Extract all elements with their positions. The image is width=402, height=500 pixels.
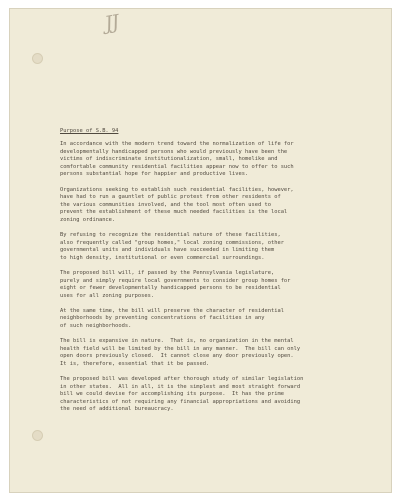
paragraph xyxy=(60,338,380,368)
text-line: uses for all zoning purposes. xyxy=(60,292,155,299)
text-line: prevent the establishment of these much needed facilities is the local xyxy=(60,209,288,216)
text-line: governmental units and individuals have succeeded in limiting them xyxy=(60,247,275,254)
text-line: victims of indiscriminate institutionalization, small, homelike and xyxy=(60,156,278,163)
text-line: purely and simply require local governments to consider group homes for xyxy=(60,277,291,284)
text-line: At the same time, the bill will preserve the character of residential xyxy=(60,307,284,314)
document-heading: Purpose of S.B. 94 xyxy=(60,128,119,134)
text-line: comfortable community residential facilities appear now to offer to such xyxy=(60,163,294,170)
text-line: open doors previously closed. It cannot close any door previously open. xyxy=(60,353,294,360)
paragraph xyxy=(60,270,380,300)
text-line: eight or fewer developmentally handicapped persons to be residential xyxy=(60,285,281,292)
text-line: developmentally handicapped persons who would previously have been the xyxy=(60,148,288,155)
text-line: By refusing to recognize the residential nature of these facilities, xyxy=(60,232,281,239)
document-body xyxy=(60,128,380,421)
text-line: In accordance with the modern trend toward the normalization of life for xyxy=(60,141,294,148)
text-line: of such neighborhoods. xyxy=(60,322,132,329)
text-line: the various communities involved, and the tool most often used to xyxy=(60,201,271,208)
text-line: Organizations seeking to establish such residential facilities, however, xyxy=(60,186,294,193)
text-line: persons substantial hope for happier and productive lives. xyxy=(60,171,249,178)
handwritten-mark: JJ xyxy=(103,11,121,35)
paragraph xyxy=(60,376,380,414)
text-line: characteristics of not requiring any financial appropriations and avoiding xyxy=(60,398,301,405)
paragraph xyxy=(60,141,380,179)
text-line: to high density, institutional or even commercial surroundings. xyxy=(60,254,265,261)
text-line: also frequently called "group homes," local zoning commissions, other xyxy=(60,239,284,246)
paragraph xyxy=(60,232,380,262)
text-line: neighborhoods by preventing concentrations of facilities in any xyxy=(60,315,265,322)
text-line: The proposed bill will, if passed by the Pennsylvania legislature, xyxy=(60,269,275,276)
punch-hole xyxy=(32,430,43,441)
paragraph xyxy=(60,308,380,331)
text-line: The bill is expansive in nature. That is, no organization in the mental xyxy=(60,338,294,345)
text-line: in other states. All in all, it is the simplest and most straight forward xyxy=(60,383,301,390)
text-line: zoning ordinance. xyxy=(60,216,116,223)
text-line: bill we could devise for accomplishing its purpose. It has the prime xyxy=(60,391,284,398)
text-line: have had to run a gauntlet of public protest from other residents of xyxy=(60,194,281,201)
text-line: health field will be limited by the bill in any manner. The bill can only xyxy=(60,345,301,352)
paragraph xyxy=(60,187,380,225)
document-page xyxy=(10,9,391,492)
text-line: the need of additional bureaucracy. xyxy=(60,406,174,413)
text-line: The proposed bill was developed after thorough study of similar legislation xyxy=(60,375,304,382)
text-line: It is, therefore, essential that it be passed. xyxy=(60,360,210,367)
punch-hole xyxy=(32,53,43,64)
